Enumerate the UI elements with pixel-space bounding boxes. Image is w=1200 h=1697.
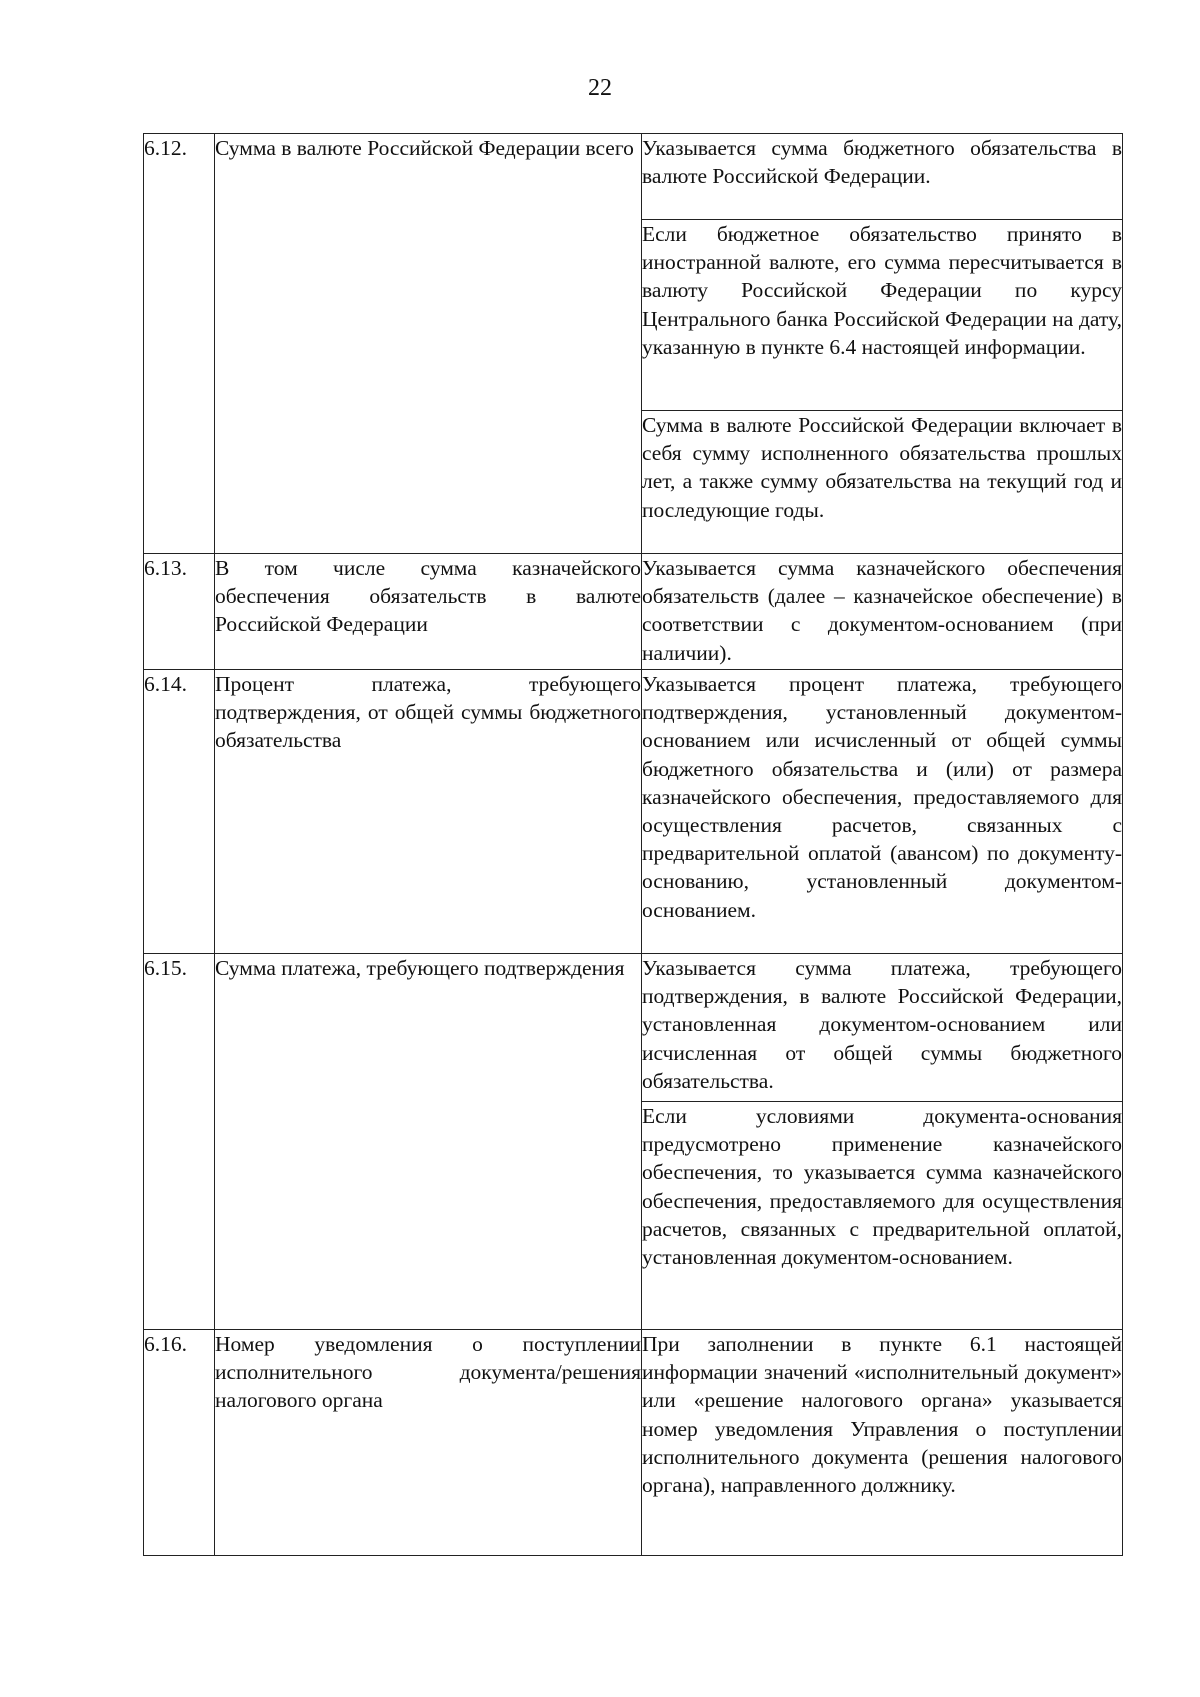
table-row <box>144 134 1123 220</box>
item-description: Указывается сумма платежа, требующего подтверждения, в валюте Российской Федерации, установленная документом-основанием или исчисленная от общей суммы бюджетного обязательства. <box>642 954 1123 1102</box>
item-number: 6.15. <box>144 954 215 1330</box>
item-number: 6.13. <box>144 554 215 670</box>
page-number: 22 <box>588 75 612 101</box>
table-row <box>144 554 1123 670</box>
table-row <box>144 954 1123 1102</box>
item-description: Указывается процент платежа, требующего подтверждения, установленный документом-основанием или исчисленный от общей суммы бюджетного обязательства и (или) от размера казначейского обеспечения, предоставляемого для осуществления расчетов, связанных с предварительной оплатой (авансом) по документу-основанию, установленный документом-основанием. <box>642 670 1123 954</box>
item-description: Указывается сумма бюджетного обязательства в валюте Российской Федерации. <box>642 134 1123 220</box>
table-row <box>144 1330 1123 1556</box>
item-description: Сумма в валюте Российской Федерации включает в себя сумму исполненного обязательства прошлых лет, а также сумму обязательства на текущий год и последующие годы. <box>642 411 1123 554</box>
item-description: Если условиями документа-основания предусмотрено применение казначейского обеспечения, то указывается сумма казначейского обеспечения, предоставляемого для осуществления расчетов, связанных с предварительной оплатой, установленная документом-основанием. <box>642 1102 1123 1330</box>
item-name: В том числе сумма казначейского обеспечения обязательств в валюте Российской Федерации <box>215 554 642 670</box>
item-number: 6.16. <box>144 1330 215 1556</box>
item-name: Номер уведомления о поступлении исполнительного документа/решения налогового органа <box>215 1330 642 1556</box>
item-name: Сумма в валюте Российской Федерации всего <box>215 134 642 554</box>
item-number: 6.12. <box>144 134 215 554</box>
item-name: Сумма платежа, требующего подтверждения <box>215 954 642 1330</box>
item-number: 6.14. <box>144 670 215 954</box>
item-description: Указывается сумма казначейского обеспечения обязательств (далее – казначейское обеспечение) в соответствии с документом-основанием (при наличии). <box>642 554 1123 670</box>
table-row <box>144 670 1123 954</box>
field-description-table <box>143 133 1123 1556</box>
item-description: При заполнении в пункте 6.1 настоящей информации значений «исполнительный документ» или «решение налогового органа» указывается номер уведомления Управления о поступлении исполнительного документа (решения налогового органа), направленного должнику. <box>642 1330 1123 1556</box>
item-description: Если бюджетное обязательство принято в иностранной валюте, его сумма пересчитывается в валюту Российской Федерации по курсу Центрального банка Российской Федерации на дату, указанную в пункте 6.4 настоящей информации. <box>642 220 1123 411</box>
item-name: Процент платежа, требующего подтверждения, от общей суммы бюджетного обязательства <box>215 670 642 954</box>
